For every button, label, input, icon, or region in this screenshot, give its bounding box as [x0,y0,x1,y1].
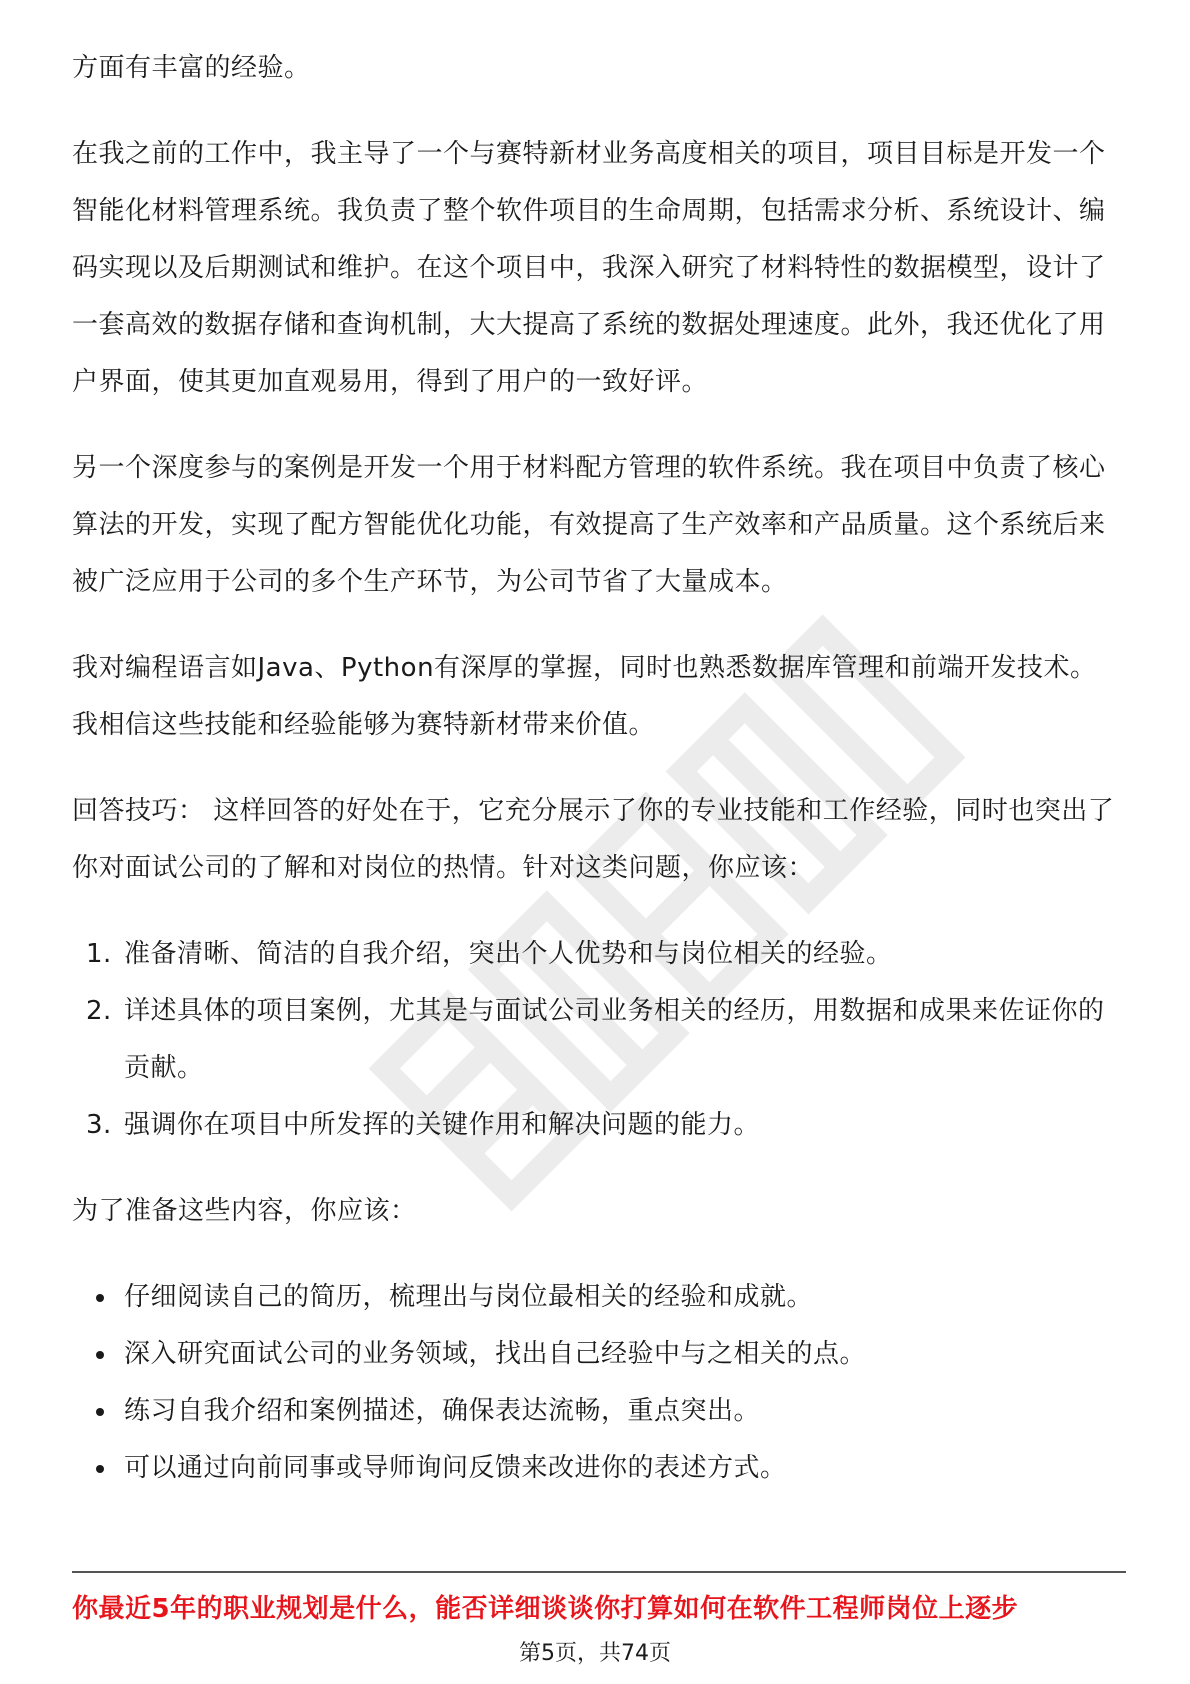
section-divider [72,1571,1126,1573]
list-item [72,926,1122,983]
list-item-text: 仔细阅读自己的简历，梳理出与岗位最相关的经验和成就。 [124,1282,814,1312]
paragraph-prepare-intro: 为了准备这些内容，你应该： [72,1196,417,1226]
paragraph-answer-tips: 回答技巧： 这样回答的好处在于，它充分展示了你的专业技能和工作经验，同时也突出了你对面试公司的了解和对岗位的热情。针对这类问题，你应该： [72,796,1115,883]
bullet-icon [96,1408,104,1416]
list-item-text: 详述具体的项目案例，尤其是与面试公司业务相关的经历，用数据和成果来佐证你的贡献。 [124,996,1105,1083]
list-item-text: 可以通过向前同事或导师询问反馈来改进你的表述方式。 [124,1453,787,1483]
tips-list [72,1269,1122,1497]
list-item-text: 深入研究面试公司的业务领域，找出自己经验中与之相关的点。 [124,1339,867,1369]
next-question-heading: 你最近5年的职业规划是什么，能否详细谈谈你打算如何在软件工程师岗位上逐步 [72,1594,1019,1624]
paragraph-second-case: 另一个深度参与的案例是开发一个用于材料配方管理的软件系统。我在项目中负责了核心算法的开发，实现了配方智能优化功能，有效提高了生产效率和产品质量。这个系统后来被广泛应用于公司的多个生产环节，为公司节省了大量成本。 [72,453,1106,597]
list-number: 2. [86,996,112,1026]
steps-list [72,926,1122,1154]
list-item [72,1097,1122,1154]
list-item-text: 练习自我介绍和案例描述，确保表达流畅，重点突出。 [124,1396,761,1426]
page-number: 第5页，共74页 [519,1641,671,1666]
list-item [72,983,1122,1097]
list-item [72,1383,1122,1440]
bullet-icon [96,1294,104,1302]
list-number: 3. [86,1110,112,1140]
bullet-icon [96,1351,104,1359]
list-item [72,1326,1122,1383]
bullet-icon [96,1465,104,1473]
paragraph-skills: 我对编程语言如Java、Python有深厚的掌握，同时也熟悉数据库管理和前端开发技术。我相信这些技能和经验能够为赛特新材带来价值。 [72,653,1097,740]
list-item-text: 强调你在项目中所发挥的关键作用和解决问题的能力。 [124,1110,761,1140]
list-item-text: 准备清晰、简洁的自我介绍，突出个人优势和与岗位相关的经验。 [124,939,893,969]
list-number: 1. [86,939,112,969]
document-body [72,40,1122,1526]
paragraph-intro-end: 方面有丰富的经验。 [72,53,311,83]
list-item [72,1440,1122,1497]
list-item [72,1269,1122,1326]
paragraph-project-experience: 在我之前的工作中，我主导了一个与赛特新材业务高度相关的项目，项目目标是开发一个智能化材料管理系统。我负责了整个软件项目的生命周期，包括需求分析、系统设计、编码实现以及后期测试和维护。在这个项目中，我深入研究了材料特性的数据模型，设计了一套高效的数据存储和查询机制，大大提高了系统的数据处理速度。此外，我还优化了用户界面，使其更加直观易用，得到了用户的一致好评。 [72,139,1106,397]
